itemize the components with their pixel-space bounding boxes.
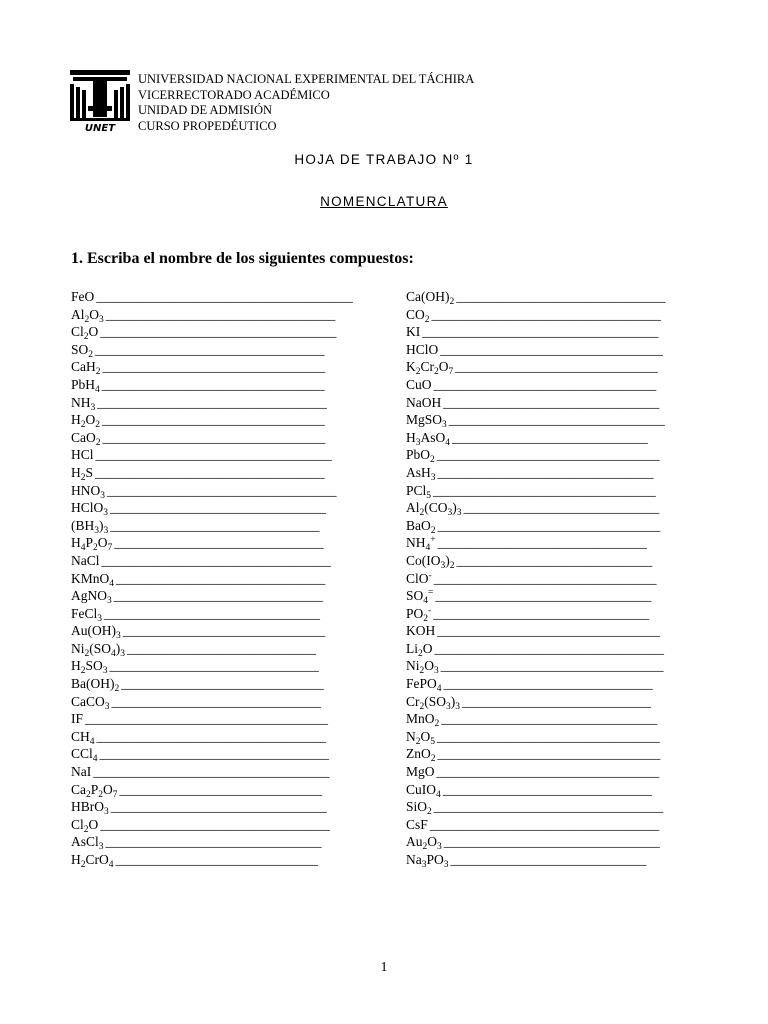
compound-formula: MgO	[406, 764, 435, 780]
compound-formula: $Ca(OH)_2$	[406, 289, 455, 307]
compound-row	[71, 517, 353, 535]
compound-row	[406, 306, 666, 324]
compound-row	[406, 587, 666, 605]
answer-blank[interactable]: _________________________________	[433, 570, 657, 586]
compound-formula: $Ba(OH)_2$	[71, 676, 120, 695]
answer-blank[interactable]: __________________________________	[105, 306, 336, 322]
compound-row	[406, 657, 666, 675]
compound-formula: FeO	[71, 289, 95, 304]
answer-blank[interactable]: ___________________________________	[100, 324, 337, 340]
answer-blank[interactable]: __________________________________	[107, 482, 337, 498]
compound-row	[71, 745, 353, 763]
compound-row	[406, 464, 666, 482]
answer-blank[interactable]: __________________________________	[97, 394, 327, 410]
compound-formula: AsCl$_3$	[71, 834, 104, 853]
compound-formula: $N_2O_5$	[406, 728, 435, 747]
answer-blank[interactable]: _________________________________	[440, 341, 664, 357]
compound-row	[406, 499, 666, 517]
compound-formula: $PO_2^-$	[406, 605, 432, 624]
compound-row	[71, 675, 353, 693]
compound-formula: $Cr_2(SO_3)_3$	[406, 693, 461, 712]
answer-blank[interactable]: _________________________________	[437, 517, 661, 533]
compound-row	[71, 851, 353, 869]
answer-blank[interactable]: ________________________________	[110, 500, 327, 516]
compound-row	[71, 446, 353, 464]
compound-formula: NaI	[71, 764, 92, 780]
compound-row	[71, 833, 353, 851]
compound-formula: MnO$_2$	[406, 711, 440, 730]
answer-blank[interactable]: ________________________________	[433, 605, 650, 621]
answer-blank[interactable]: __________________________________	[431, 306, 662, 322]
compound-row	[71, 482, 353, 500]
compound-row	[406, 833, 666, 851]
compound-formula: $Cl_2O$	[71, 324, 99, 343]
compound-row	[71, 605, 353, 623]
answer-blank[interactable]: ______________________________________	[96, 289, 353, 304]
answer-blank[interactable]: __________________________________	[96, 728, 327, 744]
institution-block	[138, 72, 474, 134]
compound-formula: HClO	[406, 341, 439, 357]
answer-blank[interactable]: _________________________________	[440, 658, 664, 674]
compound-formula: $H_2CrO_4$	[71, 852, 114, 870]
institution-line: VICERRECTORADO ACADÉMICO	[138, 87, 330, 102]
answer-blank[interactable]: _______________________________	[114, 535, 324, 551]
answer-blank[interactable]: _________________________________	[433, 376, 657, 392]
compound-formula: $H_2S$	[71, 464, 94, 483]
compound-row	[406, 710, 666, 728]
compound-formula: $HNO_3$	[71, 482, 105, 501]
answer-blank[interactable]: ______________________________	[115, 852, 318, 867]
compound-formula: FePO$_4$	[406, 676, 442, 695]
compound-formula: HBrO$_3$	[71, 799, 109, 818]
compound-row	[71, 429, 353, 447]
answer-blank[interactable]: _________________________________	[437, 623, 660, 639]
compound-row	[71, 552, 353, 570]
institution-line: CURSO PROPEDÉUTICO	[138, 118, 277, 133]
compound-row	[71, 798, 353, 816]
answer-blank[interactable]: __________________________________	[433, 799, 664, 815]
answer-blank[interactable]: ___________________________________	[422, 324, 659, 340]
compound-row	[406, 534, 666, 552]
institution-line: UNIDAD DE ADMISIÓN	[138, 103, 273, 117]
page-number: 1	[380, 960, 388, 975]
compound-row	[71, 816, 353, 834]
worksheet-title: HOJA DE TRABAJO Nº 1	[294, 152, 474, 167]
compound-row	[406, 728, 666, 746]
answer-blank[interactable]: ________________________________	[104, 605, 321, 621]
answer-blank[interactable]: _____________________________	[463, 500, 660, 516]
compound-row	[71, 411, 353, 429]
compound-formula: CaCO$_3$	[71, 693, 110, 712]
answer-blank[interactable]: _______________________________	[110, 517, 320, 533]
compound-formula: $CO_2$	[406, 306, 430, 325]
compound-row	[406, 816, 666, 834]
compound-formula: $Co(IO_3)_2$	[406, 552, 455, 571]
compound-formula: CCl$_4$	[71, 746, 98, 765]
compound-row	[406, 323, 666, 341]
answer-blank[interactable]: _________________________________	[436, 764, 660, 780]
answer-blank[interactable]: _______________________________	[456, 289, 666, 304]
compound-row	[406, 640, 666, 658]
answer-blank[interactable]: _________________________________	[437, 728, 660, 744]
compound-row	[71, 499, 353, 517]
compound-row	[71, 657, 353, 675]
compound-formula: FeCl$_3$	[71, 605, 103, 624]
answer-blank[interactable]: ________________________________	[435, 588, 652, 604]
answer-blank[interactable]: _______________________________	[442, 781, 652, 797]
unet-logo-icon	[70, 70, 130, 132]
compound-formula: AgNO$_3$	[71, 588, 112, 607]
answer-blank[interactable]: _______________________________	[111, 693, 321, 709]
compound-formula: $Ni_2O_3$	[406, 658, 439, 677]
compound-row	[406, 552, 666, 570]
answer-blank[interactable]: __________________________________	[99, 746, 330, 762]
compound-formula: ClO-	[406, 570, 432, 586]
worksheet-subtitle: NOMENCLATURA	[320, 194, 448, 209]
compound-formula: $(BH_3)_3$	[71, 517, 109, 536]
answer-blank[interactable]: _______________________________	[443, 676, 653, 692]
compound-formula: $Au(OH)_3$	[71, 623, 121, 642]
compound-formula: CaO$_2$	[71, 429, 101, 448]
compound-formula: PCl$_5$	[406, 482, 432, 501]
compound-row	[406, 394, 666, 412]
compound-row	[406, 446, 666, 464]
answer-blank[interactable]: _________________________________	[102, 429, 326, 445]
answer-blank[interactable]: ____________________________	[462, 693, 652, 709]
answer-blank[interactable]: ____________________________________	[85, 711, 329, 727]
answer-blank[interactable]: _________________________________	[433, 482, 656, 498]
compound-formula: IF	[71, 711, 84, 727]
compound-formula: $K_2Cr_2O_7$	[406, 359, 454, 378]
compound-formula: AsH$_3$	[406, 464, 436, 483]
compound-formula: NaOH	[406, 394, 442, 410]
compound-formula: CaH$_2$	[71, 359, 101, 378]
compound-row	[406, 570, 666, 588]
compound-formula: $NH_4^+$	[406, 535, 436, 554]
compound-formula: PbH$_4$	[71, 376, 100, 395]
answer-blank[interactable]: _________________________________	[102, 412, 325, 428]
answer-blank[interactable]: _____________________________	[456, 552, 653, 568]
compound-row	[406, 429, 666, 447]
answer-blank[interactable]: _________________________________	[436, 447, 660, 463]
compound-formula: $Cl_2O$	[71, 816, 99, 835]
compound-row	[406, 798, 666, 816]
compound-row	[406, 376, 666, 394]
answer-blank[interactable]: ______________________________	[121, 676, 324, 692]
answer-blank[interactable]: __________________________________	[101, 552, 331, 568]
answer-blank[interactable]: _________________________________	[101, 376, 325, 392]
compound-row	[406, 341, 666, 359]
compound-row	[71, 622, 353, 640]
answer-blank[interactable]: __________________________________	[434, 640, 664, 656]
compound-row	[71, 376, 353, 394]
answer-blank[interactable]: ____________________________	[127, 640, 317, 656]
compound-formula: MgSO$_3$	[406, 412, 447, 431]
compound-row	[406, 851, 666, 869]
compound-row	[71, 394, 353, 412]
compound-formula: NaCl	[71, 552, 100, 568]
answer-blank[interactable]: ___________________________________	[95, 447, 332, 463]
compound-row	[71, 323, 353, 341]
compound-formula: $H_4P_2O_7$	[71, 535, 113, 554]
compound-row	[406, 517, 666, 535]
compound-formula: HClO$_3$	[71, 500, 109, 519]
compound-row	[406, 622, 666, 640]
answer-blank[interactable]: _____________________________	[452, 429, 648, 445]
compound-row	[71, 288, 353, 306]
left-compound-column	[71, 288, 353, 869]
answer-blank[interactable]: ________________________________	[441, 711, 658, 727]
answer-blank[interactable]: ________________________________	[448, 412, 665, 428]
compound-formula: $SO_2$	[71, 341, 94, 360]
compound-formula: $Na_3PO_3$	[406, 852, 449, 870]
compound-formula: $Au_2O_3$	[406, 834, 442, 853]
compound-row	[71, 728, 353, 746]
institution-line: UNIVERSIDAD NACIONAL EXPERIMENTAL DEL TÁCHIRA	[138, 72, 475, 86]
compound-row	[71, 358, 353, 376]
compound-row	[406, 745, 666, 763]
compound-formula: $Ca_2P_2O_7$	[71, 781, 118, 800]
compound-formula: CuIO$_4$	[406, 781, 441, 800]
compound-formula: $SO_4^=$	[406, 588, 434, 607]
answer-blank[interactable]: ___________________________________	[93, 764, 330, 780]
compound-formula: KMnO$_4$	[71, 570, 115, 589]
compound-formula: KI	[406, 324, 421, 340]
answer-blank[interactable]: _______________________________	[113, 588, 323, 604]
answer-blank[interactable]: ________________________________	[110, 799, 327, 815]
logo-text: UNET	[84, 123, 116, 132]
answer-blank[interactable]: ________________________________	[437, 464, 654, 480]
compound-formula: SiO$_2$	[406, 799, 432, 818]
compound-row	[71, 341, 353, 359]
compound-formula: $Li_2O$	[406, 640, 433, 659]
compound-formula: $Al_2(CO_3)_3$	[406, 500, 462, 519]
compound-row	[406, 482, 666, 500]
answer-blank[interactable]: __________________________________	[95, 464, 325, 480]
question-heading: 1. Escriba el nombre de los siguientes compuestos:	[71, 250, 414, 267]
compound-formula: $H_2O_2$	[71, 412, 100, 431]
answer-blank[interactable]: _________________________________	[437, 746, 661, 762]
compound-formula: PbO$_2$	[406, 447, 435, 466]
answer-blank[interactable]: ______________________________	[455, 359, 658, 375]
answer-blank[interactable]: ________________________________	[443, 834, 660, 850]
compound-row	[406, 358, 666, 376]
compound-row	[71, 763, 353, 781]
answer-blank[interactable]: ________________________________	[105, 834, 322, 850]
answer-blank[interactable]: _____________________________	[450, 852, 647, 867]
answer-blank[interactable]: ______________________________	[119, 781, 323, 797]
compound-row	[71, 464, 353, 482]
answer-blank[interactable]: _______________________________	[437, 535, 647, 551]
answer-blank[interactable]: __________________________________	[95, 341, 325, 357]
compound-row	[71, 710, 353, 728]
compound-formula: CsF	[406, 816, 428, 832]
compound-row	[406, 605, 666, 623]
compound-row	[406, 693, 666, 711]
compound-row	[71, 640, 353, 658]
compound-formula: BaO$_2$	[406, 517, 436, 536]
compound-formula: ZnO$_2$	[406, 746, 436, 765]
compound-row	[406, 675, 666, 693]
compound-formula: $H_3AsO_4$	[406, 429, 451, 448]
compound-row	[71, 587, 353, 605]
compound-formula: $Al_2O_3$	[71, 306, 104, 325]
compound-formula: HCl	[71, 447, 94, 463]
compound-formula: $H_2SO_3$	[71, 658, 108, 677]
compound-row	[406, 781, 666, 799]
answer-blank[interactable]: ________________________________	[443, 394, 660, 410]
answer-blank[interactable]: _______________________________	[109, 658, 319, 674]
compound-formula: $Ni_2(SO_4)_3$	[71, 640, 126, 659]
answer-blank[interactable]: __________________________________	[100, 816, 330, 832]
compound-row	[71, 570, 353, 588]
answer-blank[interactable]: ______________________________	[122, 623, 326, 639]
compound-row	[406, 288, 666, 306]
compound-row	[71, 306, 353, 324]
compound-formula: $CH_4$	[71, 728, 95, 747]
compound-formula: KOH	[406, 623, 436, 639]
answer-blank[interactable]: _________________________________	[102, 359, 326, 375]
compound-row	[71, 534, 353, 552]
compound-formula: $NH_3$	[71, 394, 96, 413]
compound-formula: CuO	[406, 376, 432, 392]
answer-blank[interactable]: _______________________________	[116, 570, 326, 586]
compound-row	[406, 763, 666, 781]
compound-row	[71, 781, 353, 799]
answer-blank[interactable]: __________________________________	[429, 816, 660, 832]
compound-row	[406, 411, 666, 429]
right-compound-column	[406, 288, 666, 869]
compound-row	[71, 693, 353, 711]
